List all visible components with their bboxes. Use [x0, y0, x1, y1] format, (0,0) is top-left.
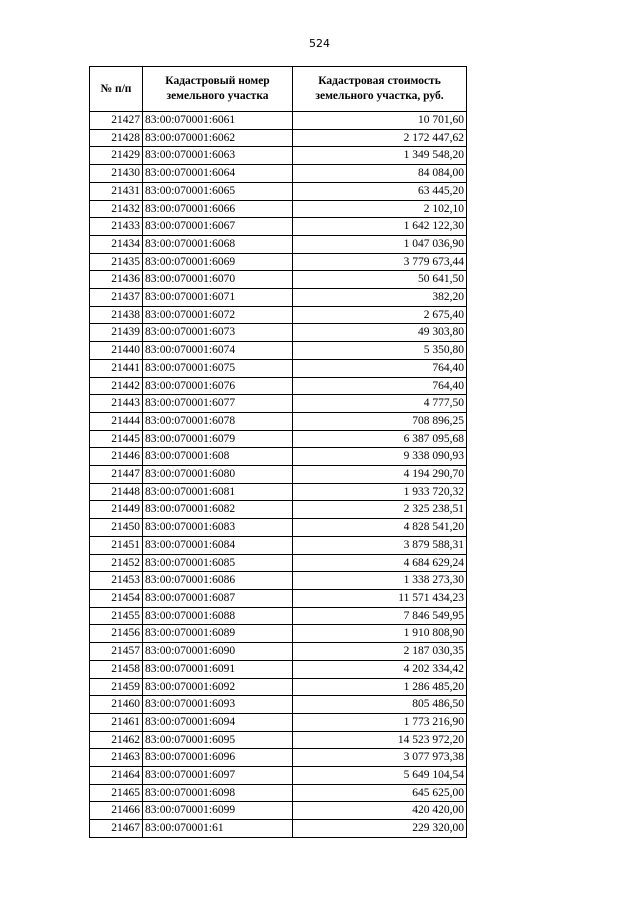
row-number-cell: 21427: [90, 112, 143, 130]
row-number-cell: 21450: [90, 519, 143, 537]
cadastral-value-cell: 2 187 030,35: [293, 643, 467, 661]
table-row: [90, 749, 467, 767]
table-row: [90, 147, 467, 165]
cadastral-value-cell: 4 194 290,70: [293, 466, 467, 484]
row-number-cell: 21443: [90, 395, 143, 413]
cadastral-value-cell: 1 349 548,20: [293, 147, 467, 165]
row-number-cell: 21465: [90, 784, 143, 802]
row-number-cell: 21441: [90, 359, 143, 377]
table-row: [90, 377, 467, 395]
cadastral-value-cell: 645 625,00: [293, 784, 467, 802]
row-number-cell: 21439: [90, 324, 143, 342]
cadastral-number-cell: 83:00:070001:6094: [143, 713, 293, 731]
table-row: [90, 165, 467, 183]
row-number-cell: 21436: [90, 271, 143, 289]
table-row: [90, 554, 467, 572]
cadastral-number-cell: 83:00:070001:6084: [143, 536, 293, 554]
table-row: [90, 448, 467, 466]
row-number-cell: 21434: [90, 235, 143, 253]
row-number-cell: 21437: [90, 289, 143, 307]
cadastral-number-cell: 83:00:070001:6078: [143, 412, 293, 430]
cadastral-value-cell: 50 641,50: [293, 271, 467, 289]
row-number-cell: 21428: [90, 129, 143, 147]
cadastral-value-cell: 229 320,00: [293, 820, 467, 838]
page-number: 524: [309, 37, 330, 50]
cadastral-number-cell: 83:00:070001:6098: [143, 784, 293, 802]
table-row: [90, 289, 467, 307]
row-number-cell: 21457: [90, 643, 143, 661]
cadastral-value-cell: 1 933 720,32: [293, 483, 467, 501]
cadastral-value-cell: 5 649 104,54: [293, 767, 467, 785]
cadastral-value-cell: 764,40: [293, 377, 467, 395]
cadastral-value-cell: 420 420,00: [293, 802, 467, 820]
cadastral-value-cell: 1 910 808,90: [293, 625, 467, 643]
cadastral-number-cell: 83:00:070001:6069: [143, 253, 293, 271]
cadastral-value-cell: 382,20: [293, 289, 467, 307]
column-header-cadastral-number: Кадастровый номер земельного участка: [143, 67, 293, 112]
cadastral-value-cell: 3 879 588,31: [293, 536, 467, 554]
column-header-cadastral-value: Кадастровая стоимость земельного участка, руб.: [293, 67, 467, 112]
table-row: [90, 767, 467, 785]
table-row: [90, 607, 467, 625]
cadastral-number-cell: 83:00:070001:6082: [143, 501, 293, 519]
row-number-cell: 21467: [90, 820, 143, 838]
table-row: [90, 253, 467, 271]
cadastral-number-cell: 83:00:070001:6076: [143, 377, 293, 395]
cadastral-value-cell: 2 102,10: [293, 200, 467, 218]
table-row: [90, 625, 467, 643]
cadastral-number-cell: 83:00:070001:6062: [143, 129, 293, 147]
cadastral-number-cell: 83:00:070001:6089: [143, 625, 293, 643]
cadastral-number-cell: 83:00:070001:6091: [143, 660, 293, 678]
table-row: [90, 182, 467, 200]
row-number-cell: 21430: [90, 165, 143, 183]
table-row: [90, 271, 467, 289]
cadastral-number-cell: 83:00:070001:6061: [143, 112, 293, 130]
table-row: [90, 218, 467, 236]
table-row: [90, 572, 467, 590]
cadastral-number-cell: 83:00:070001:6088: [143, 607, 293, 625]
row-number-cell: 21432: [90, 200, 143, 218]
cadastral-number-cell: 83:00:070001:6090: [143, 643, 293, 661]
table-row: [90, 643, 467, 661]
row-number-cell: 21451: [90, 536, 143, 554]
cadastral-number-cell: 83:00:070001:6063: [143, 147, 293, 165]
table-row: [90, 660, 467, 678]
cadastral-number-cell: 83:00:070001:61: [143, 820, 293, 838]
cadastral-number-cell: 83:00:070001:6079: [143, 430, 293, 448]
table-body: [90, 112, 467, 838]
row-number-cell: 21445: [90, 430, 143, 448]
table-row: [90, 519, 467, 537]
cadastral-value-cell: 84 084,00: [293, 165, 467, 183]
cadastral-value-cell: 10 701,60: [293, 112, 467, 130]
row-number-cell: 21466: [90, 802, 143, 820]
row-number-cell: 21460: [90, 696, 143, 714]
row-number-cell: 21452: [90, 554, 143, 572]
row-number-cell: 21449: [90, 501, 143, 519]
table-row: [90, 784, 467, 802]
row-number-cell: 21448: [90, 483, 143, 501]
table-row: [90, 731, 467, 749]
table-row: [90, 395, 467, 413]
cadastral-number-cell: 83:00:070001:6071: [143, 289, 293, 307]
table-row: [90, 412, 467, 430]
cadastral-value-cell: 1 286 485,20: [293, 678, 467, 696]
cadastral-value-cell: 1 047 036,90: [293, 235, 467, 253]
row-number-cell: 21463: [90, 749, 143, 767]
row-number-cell: 21435: [90, 253, 143, 271]
table-row: [90, 501, 467, 519]
row-number-cell: 21454: [90, 589, 143, 607]
table-row: [90, 483, 467, 501]
cadastral-value-cell: 5 350,80: [293, 342, 467, 360]
cadastral-number-cell: 83:00:070001:6081: [143, 483, 293, 501]
row-number-cell: 21456: [90, 625, 143, 643]
cadastral-value-cell: 3 779 673,44: [293, 253, 467, 271]
cadastral-number-cell: 83:00:070001:6075: [143, 359, 293, 377]
cadastral-value-cell: 1 773 216,90: [293, 713, 467, 731]
table-row: [90, 359, 467, 377]
cadastral-value-cell: 63 445,20: [293, 182, 467, 200]
cadastral-value-cell: 6 387 095,68: [293, 430, 467, 448]
cadastral-number-cell: 83:00:070001:6066: [143, 200, 293, 218]
cadastral-number-cell: 83:00:070001:6068: [143, 235, 293, 253]
cadastral-value-cell: 708 896,25: [293, 412, 467, 430]
cadastral-value-cell: 2 325 238,51: [293, 501, 467, 519]
cadastral-number-cell: 83:00:070001:6095: [143, 731, 293, 749]
cadastral-number-cell: 83:00:070001:6087: [143, 589, 293, 607]
cadastral-number-cell: 83:00:070001:6099: [143, 802, 293, 820]
row-number-cell: 21458: [90, 660, 143, 678]
row-number-cell: 21446: [90, 448, 143, 466]
table-row: [90, 713, 467, 731]
row-number-cell: 21455: [90, 607, 143, 625]
table-row: [90, 678, 467, 696]
row-number-cell: 21438: [90, 306, 143, 324]
table-row: [90, 129, 467, 147]
cadastral-value-cell: 2 675,40: [293, 306, 467, 324]
cadastral-number-cell: 83:00:070001:6073: [143, 324, 293, 342]
row-number-cell: 21433: [90, 218, 143, 236]
row-number-cell: 21431: [90, 182, 143, 200]
row-number-cell: 21464: [90, 767, 143, 785]
cadastral-value-cell: 805 486,50: [293, 696, 467, 714]
cadastral-value-cell: 4 828 541,20: [293, 519, 467, 537]
row-number-cell: 21440: [90, 342, 143, 360]
cadastral-number-cell: 83:00:070001:6097: [143, 767, 293, 785]
table-row: [90, 820, 467, 838]
table-row: [90, 200, 467, 218]
row-number-cell: 21461: [90, 713, 143, 731]
cadastral-value-cell: 3 077 973,38: [293, 749, 467, 767]
cadastral-value-cell: 2 172 447,62: [293, 129, 467, 147]
cadastral-number-cell: 83:00:070001:6085: [143, 554, 293, 572]
table-row: [90, 589, 467, 607]
cadastral-value-cell: 14 523 972,20: [293, 731, 467, 749]
cadastral-number-cell: 83:00:070001:6074: [143, 342, 293, 360]
cadastral-number-cell: 83:00:070001:608: [143, 448, 293, 466]
table-row: [90, 696, 467, 714]
cadastral-number-cell: 83:00:070001:6064: [143, 165, 293, 183]
row-number-cell: 21459: [90, 678, 143, 696]
table-row: [90, 235, 467, 253]
cadastral-value-cell: 7 846 549,95: [293, 607, 467, 625]
row-number-cell: 21462: [90, 731, 143, 749]
table-row: [90, 466, 467, 484]
cadastral-number-cell: 83:00:070001:6065: [143, 182, 293, 200]
cadastral-number-cell: 83:00:070001:6096: [143, 749, 293, 767]
cadastral-number-cell: 83:00:070001:6070: [143, 271, 293, 289]
cadastral-number-cell: 83:00:070001:6086: [143, 572, 293, 590]
cadastral-value-cell: 11 571 434,23: [293, 589, 467, 607]
cadastral-number-cell: 83:00:070001:6072: [143, 306, 293, 324]
cadastral-value-cell: 4 202 334,42: [293, 660, 467, 678]
row-number-cell: 21444: [90, 412, 143, 430]
cadastral-number-cell: 83:00:070001:6083: [143, 519, 293, 537]
cadastral-value-cell: 1 642 122,30: [293, 218, 467, 236]
cadastral-number-cell: 83:00:070001:6093: [143, 696, 293, 714]
column-header-number: № п/п: [90, 67, 143, 112]
cadastral-value-cell: 49 303,80: [293, 324, 467, 342]
row-number-cell: 21453: [90, 572, 143, 590]
cadastral-value-cell: 764,40: [293, 359, 467, 377]
cadastral-number-cell: 83:00:070001:6077: [143, 395, 293, 413]
table-header: [90, 67, 467, 112]
row-number-cell: 21447: [90, 466, 143, 484]
cadastral-value-table: [89, 66, 467, 838]
cadastral-number-cell: 83:00:070001:6067: [143, 218, 293, 236]
header-row: [90, 67, 467, 112]
table-row: [90, 324, 467, 342]
table-row: [90, 430, 467, 448]
table-row: [90, 112, 467, 130]
table-row: [90, 342, 467, 360]
row-number-cell: 21442: [90, 377, 143, 395]
cadastral-number-cell: 83:00:070001:6092: [143, 678, 293, 696]
table-row: [90, 306, 467, 324]
table-row: [90, 536, 467, 554]
cadastral-value-cell: 9 338 090,93: [293, 448, 467, 466]
table-row: [90, 802, 467, 820]
cadastral-number-cell: 83:00:070001:6080: [143, 466, 293, 484]
cadastral-value-cell: 4 777,50: [293, 395, 467, 413]
row-number-cell: 21429: [90, 147, 143, 165]
cadastral-value-cell: 1 338 273,30: [293, 572, 467, 590]
cadastral-value-cell: 4 684 629,24: [293, 554, 467, 572]
